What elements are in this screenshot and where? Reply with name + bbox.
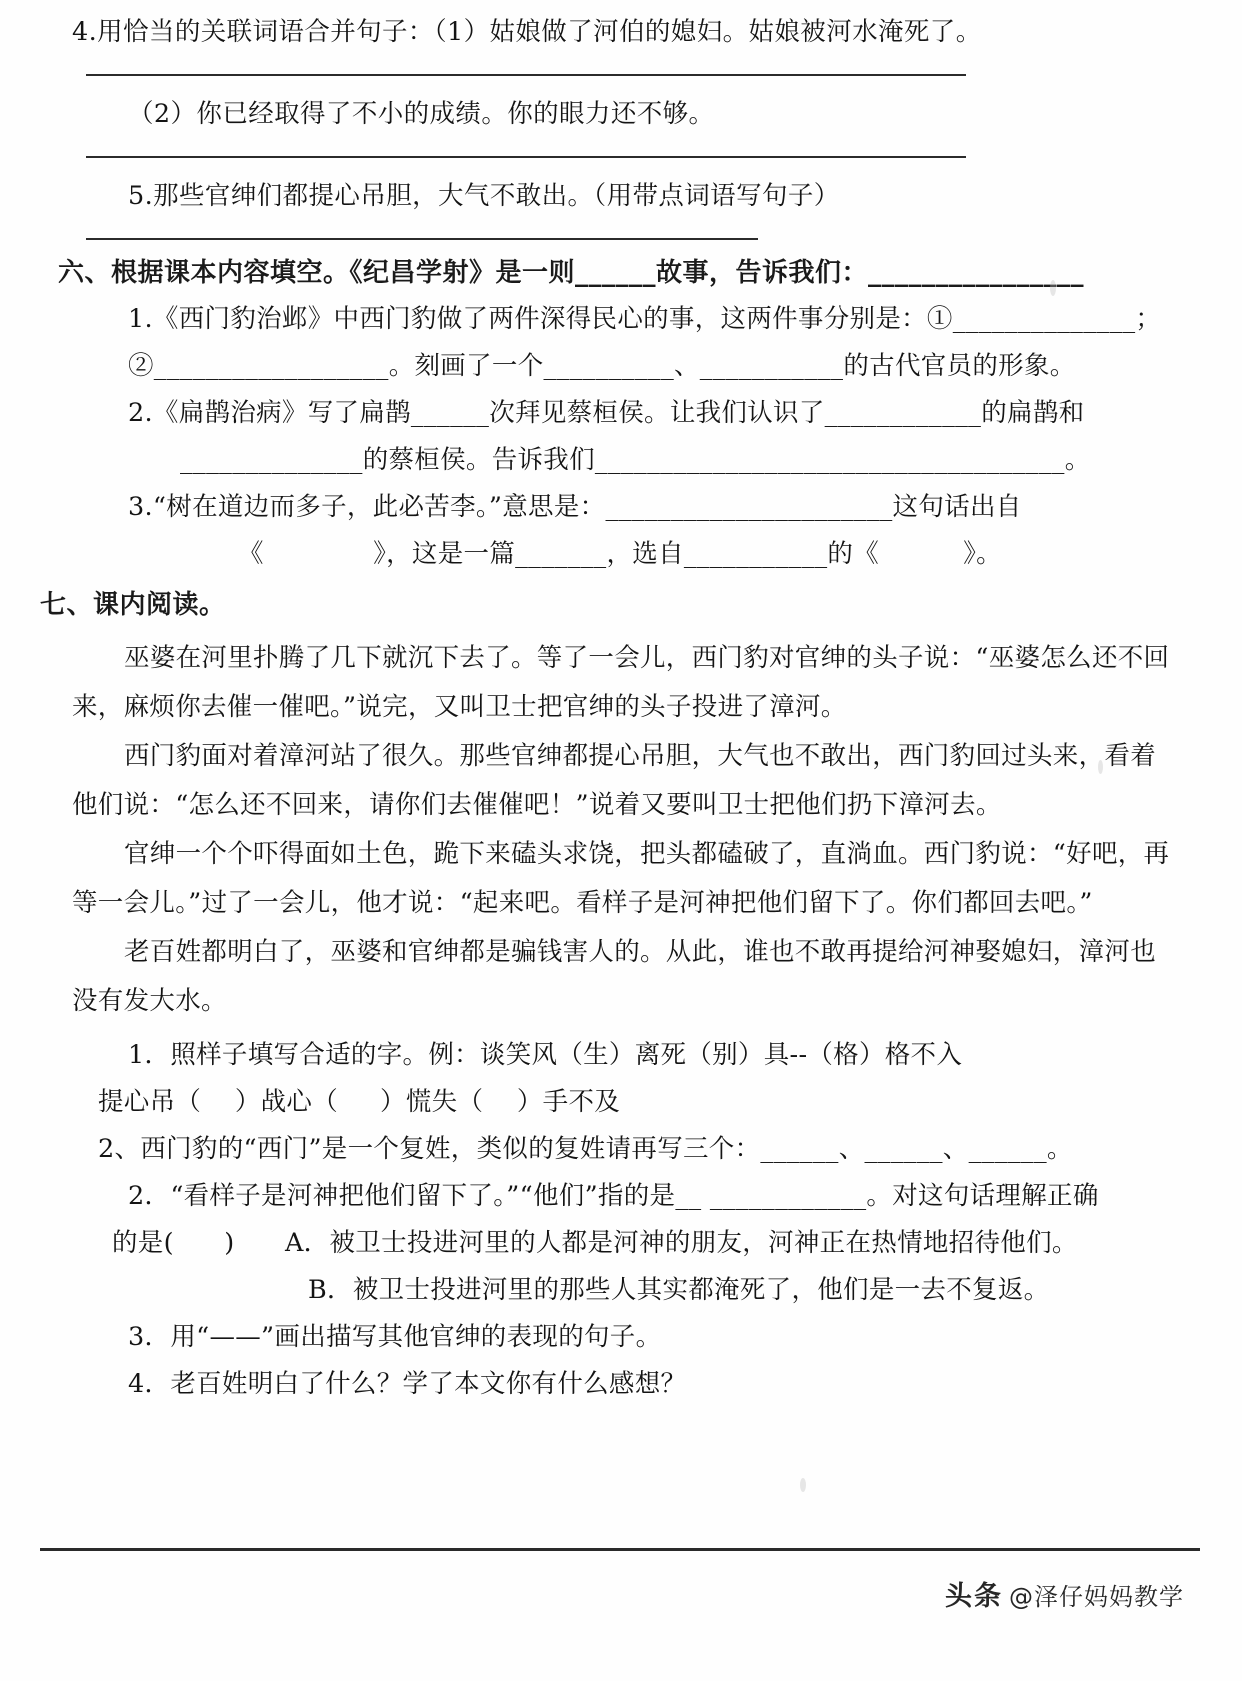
scan-smudge — [1050, 280, 1056, 296]
reading-question-3-option-a: 的是( ) A．被卫士投进河里的人都是河神的朋友，河神正在热情地招待他们。 — [112, 1228, 1078, 1258]
reading-paragraph-3: 官绅一个个吓得面如土色，跪下来磕头求饶，把头都磕破了，直淌血。西门豹说：“好吧，再等一会儿。”过了一会儿，他才说：“起来吧。看样子是河神把他们留下了。你们都回去吧。” — [72, 839, 1170, 918]
scan-smudge — [1098, 760, 1103, 774]
reading-question-2: 2、西门豹的“西门”是一个复姓，类似的复姓请再写三个：______、______、______。 — [98, 1134, 1073, 1164]
section-6-item-3a: 3.“树在道边而多子，此必苦李。”意思是：______________________这句话出自 — [128, 492, 1022, 522]
section-6-heading: 六、根据课本内容填空。《纪昌学射》是一则______故事，告诉我们：________________ — [58, 258, 1085, 288]
watermark-logo: 头条 — [945, 1581, 1003, 1612]
scan-smudge — [800, 1478, 806, 1492]
reading-question-3-option-b: B．被卫士投进河里的那些人其实都淹死了，他们是一去不复返。 — [308, 1275, 1050, 1305]
reading-paragraph-2: 西门豹面对着漳河站了很久。那些官绅都提心吊胆，大气也不敢出，西门豹回过头来，看着他们说：“怎么还不回来，请你们去催催吧！”说着又要叫卫士把他们扔下漳河去。 — [72, 741, 1157, 820]
watermark-handle: @泽仔妈妈教学 — [1009, 1583, 1184, 1611]
question-5: 5.那些官绅们都提心吊胆，大气不敢出。（用带点词语写句子） — [128, 181, 840, 211]
reading-paragraph-4: 老百姓都明白了，巫婆和官绅都是骗钱害人的。从此，谁也不敢再提给河神娶媳妇，漳河也没有发大水。 — [72, 937, 1157, 1016]
page-bottom-rule — [40, 1548, 1200, 1551]
worksheet-content — [40, 10, 1172, 1408]
section-6-item-1b: ②__________________。刻画了一个__________、___________的古代官员的形象。 — [128, 351, 1076, 381]
reading-question-1-blanks: 提心吊（ ）战心（ ）慌失（ ）手不及 — [98, 1087, 621, 1117]
question-4-sub2: （2）你已经取得了不小的成绩。你的眼力还不够。 — [128, 99, 715, 129]
reading-question-3: 2．“看样子是河神把他们留下了。”“他们”指的是__ ____________。对这句话理解正确 — [128, 1181, 1099, 1211]
reading-question-4: 3．用“——”画出描写其他官绅的表现的句子。 — [128, 1322, 662, 1352]
reading-question-5: 4．老百姓明白了什么？学了本文你有什么感想？ — [128, 1369, 687, 1399]
watermark — [945, 1574, 1184, 1613]
section-6-item-2a: 2.《扁鹊治病》写了扁鹊______次拜见蔡桓侯。让我们认识了____________的扁鹊和 — [128, 398, 1085, 428]
section-6-item-2b: ______________的蔡桓侯。告诉我们____________________________________。 — [180, 445, 1091, 475]
section-6-item-1a: 1.《西门豹治邺》中西门豹做了两件深得民心的事，这两件事分别是：①______________； — [128, 304, 1162, 334]
reading-paragraph-1: 巫婆在河里扑腾了几下就沉下去了。等了一会儿，西门豹对官绅的头子说：“巫婆怎么还不回来，麻烦你去催一催吧。”说完，又叫卫士把官绅的头子投进了漳河。 — [72, 643, 1170, 722]
section-6-item-3b: 《 》，这是一篇_______，选自___________的《 》。 — [238, 539, 1002, 569]
question-4: 4.用恰当的关联词语合并句子：（1）姑娘做了河伯的媳妇。姑娘被河水淹死了。 — [72, 17, 982, 47]
section-7-heading: 七、课内阅读。 — [40, 590, 226, 620]
reading-question-1: 1．照样子填写合适的字。例：谈笑风（生）离死（别）具--（格）格不入 — [128, 1040, 963, 1070]
